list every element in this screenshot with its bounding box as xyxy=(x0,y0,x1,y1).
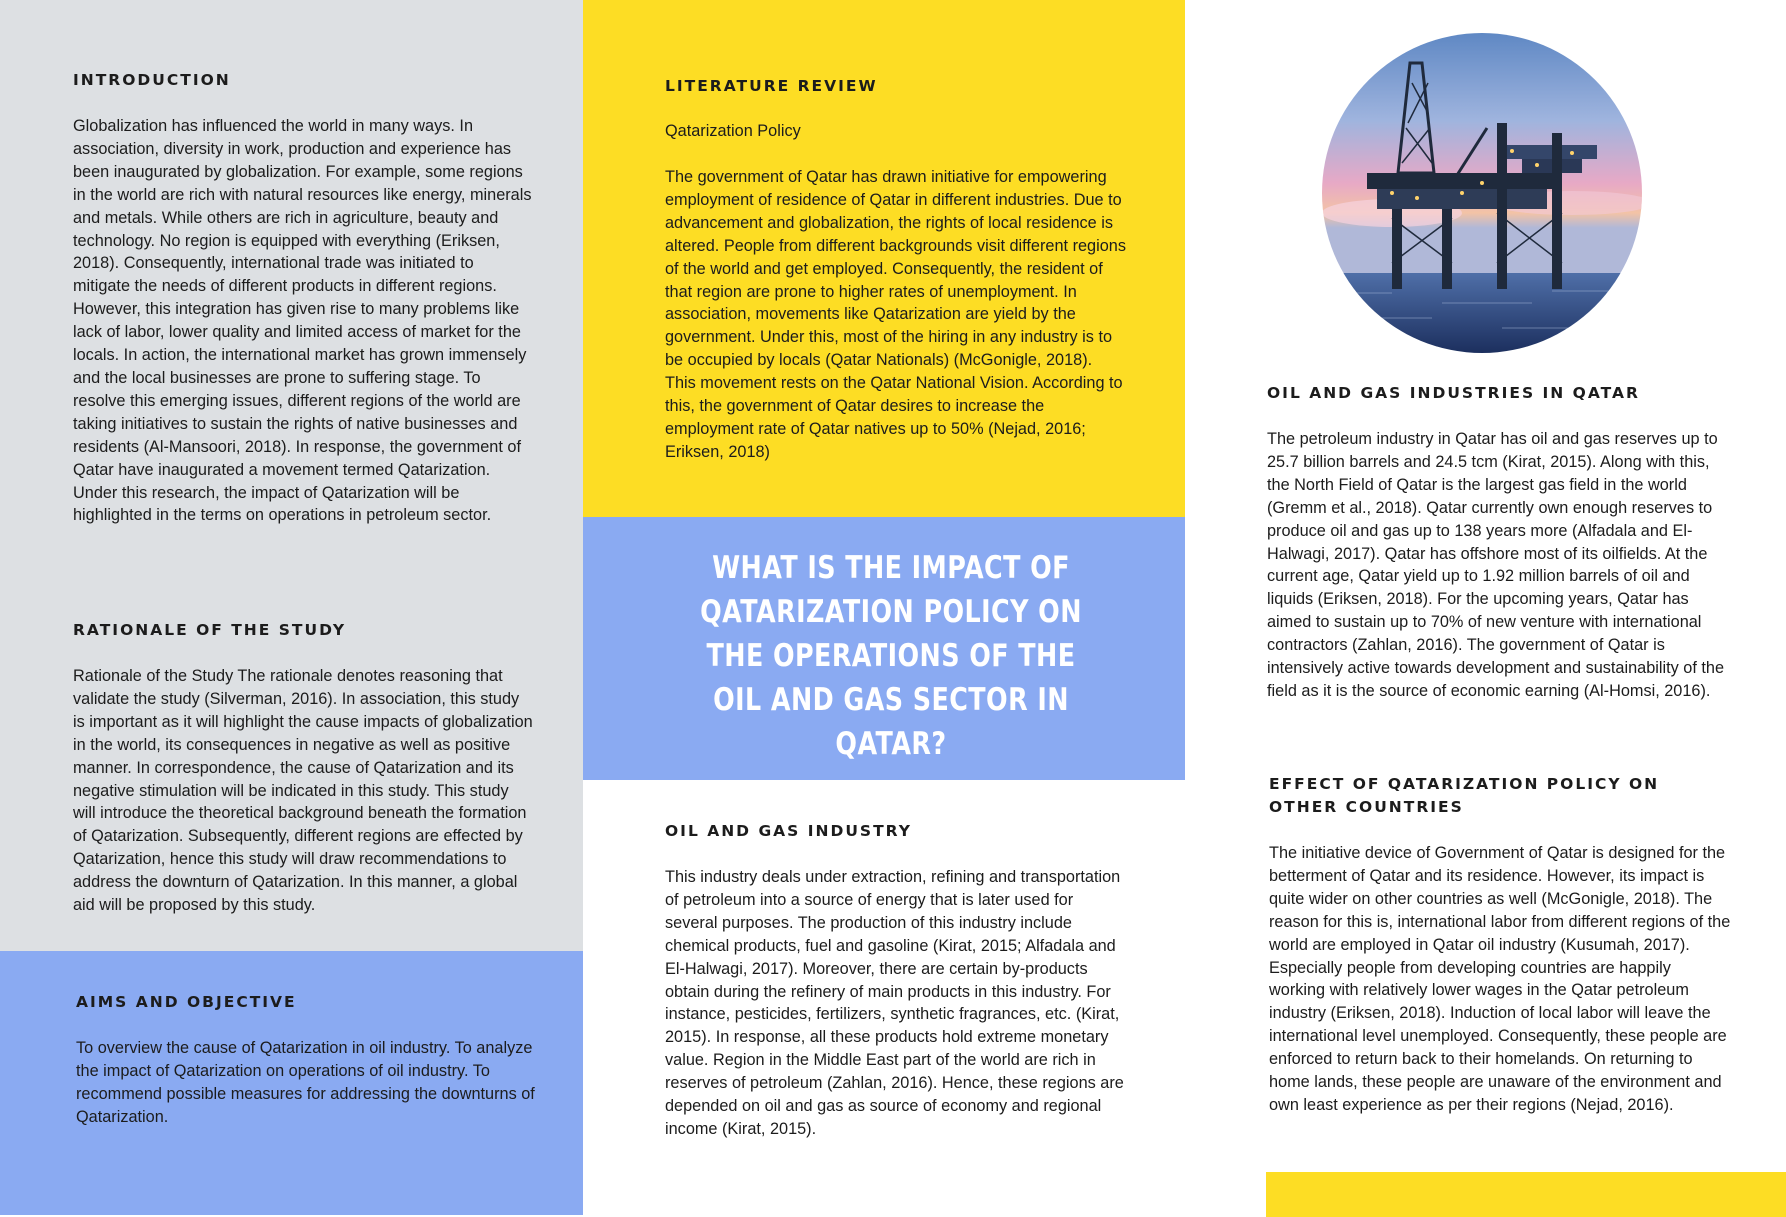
rationale-heading: RATIONALE OF THE STUDY xyxy=(73,621,347,639)
introduction-heading: INTRODUCTION xyxy=(73,71,231,89)
literature-review-text: The government of Qatar has drawn initiative for empowering employment of residence of Qatar in different industries. Due to advancement and globalization, the rights of local residence is altered. People from different backgrounds visit different regions of the world and get employed. Consequently, the resident of that region are prone to higher rates of unemployment. In association, movements like Qatarization are yield by the government. Under this, most of the hiring in any industry is to be occupied by locals (Qatar Nationals) (McGonigle, 2018). This movement rests on the Qatar National Vision. According to this, the government of Qatar desires to increase the employment rate of Qatar natives up to 50% (Nejad, 2016; Eriksen, 2018) xyxy=(665,168,1126,461)
research-question: WHAT IS THE IMPACT OF QATARIZATION POLICY ON THE OPERATIONS OF THE OIL AND GAS SECTOR IN QATAR? xyxy=(700,550,1082,762)
rationale-text: Rationale of the Study The rationale denotes reasoning that validate the study (Silverman, 2016). In association, this study is important as it will highlight the cause impacts of globalization in the world, its consequences in negative as well as positive manner. In correspondence, the cause of Qatarization and its negative stimulation will be indicated in this study. This study will introduce the theoretical background beneath the formation of Qatarization. Subsequently, different regions are effected by Qatarization, hence this study will draw recommendations to address the downturn of Qatarization. In this manner, a global aid will be proposed by this study. xyxy=(73,667,533,915)
introduction-text: Globalization has influenced the world in many ways. In association, diversity in work, production and experience has been inaugurated by globalization. For example, some regions in the world are rich with natural resources like energy, minerals and metals. While others are rich in agriculture, beauty and technology. No region is equipped with everything (Eriksen, 2018). Consequently, international trade was initiated to mitigate the needs of different products in different regions. However, this integration has given rise to many problems like lack of labor, lower quality and limited access of market for the locals. In action, the international market has grown immensely and the local businesses are prone to suffering stage. To resolve this emerging issues, different regions of the world are taking initiatives to sustain the rights of native businesses and residents (Al-Mansoori, 2018). In response, the government of Qatar have inaugurated a movement termed Qatarization. Under this research, the impact of Qatarization will be highlighted in the terms on operations in petroleum sector. xyxy=(73,117,532,525)
literature-review-subtitle: Qatarization Policy xyxy=(665,122,801,140)
literature-review-heading: LITERATURE REVIEW xyxy=(665,77,878,95)
effect-text: The initiative device of Government of Qatar is designed for the betterment of Qatar and its residence. However, its impact is quite wider on other countries as well (McGonigle, 2018). The reason for this is, international labor from different regions of the world are employed in Qatar oil industry (Kusumah, 2017). Especially people from developing countries are happily working with relatively lower wages in the Qatar petroleum industry (Eriksen, 2018). Induction of local labor will leave the international level unemployed. Consequently, these people are enforced to return back to their homelands. On returning to home lands, these people are unaware of the environment and own least experience as per their regions (Nejad, 2016). xyxy=(1269,844,1731,1114)
aims-text: To overview the cause of Qatarization in oil industry. To analyze the impact of Qatarization on operations of oil industry. To recommend possible measures for addressing the downturns of Qatarization. xyxy=(76,1039,535,1126)
aims-heading: AIMS AND OBJECTIVE xyxy=(76,993,297,1011)
oil-gas-industry-text: This industry deals under extraction, refining and transportation of petroleum into a source of energy that is later used for several purposes. The production of this industry include chemical products, fuel and gasoline (Kirat, 2015; Alfadala and El-Halwagi, 2017). Moreover, there are certain by-products obtain during the refinery of main products in this industry. For instance, pesticides, fertilizers, synthetic fragrances, etc. (Kirat, 2015). In response, all these products hold extreme monetary value. Region in the Middle East part of the world are rich in reserves of petroleum (Zahlan, 2016). Hence, these regions are depended on oil and gas as source of economy and regional income (Kirat, 2015). xyxy=(665,868,1124,1138)
qatar-industries-text: The petroleum industry in Qatar has oil and gas reserves up to 25.7 billion barrels and 24.5 tcm (Kirat, 2015). Along with this, the North Field of Qatar is the largest gas field in the world (Gremm et al., 2018). Qatar currently own enough reserves to produce oil and gas up to 138 years more (Alfadala and El-Halwagi, 2017). Qatar has offshore most of its oilfields. At the current age, Qatar yield up to 1.92 million barrels of oil and liquids (Eriksen, 2018). For the upcoming years, Qatar has aimed to sustain up to 70% of new venture with international contractors (Zahlan, 2016). The government of Qatar is intensively active towards development and sustainability of the field as it is the source of economic earning (Al-Homsi, 2016). xyxy=(1267,430,1725,700)
oil-rig-photo xyxy=(1322,33,1642,353)
effect-heading: EFFECT OF QATARIZATION POLICY ON OTHER COUNTRIES xyxy=(1269,775,1660,816)
oil-rig-illustration xyxy=(1322,33,1642,353)
bottom-right-yellow-strip xyxy=(1266,1172,1786,1217)
qatar-industries-heading: OIL AND GAS INDUSTRIES IN QATAR xyxy=(1267,384,1640,402)
oil-gas-industry-heading: OIL AND GAS INDUSTRY xyxy=(665,822,912,840)
